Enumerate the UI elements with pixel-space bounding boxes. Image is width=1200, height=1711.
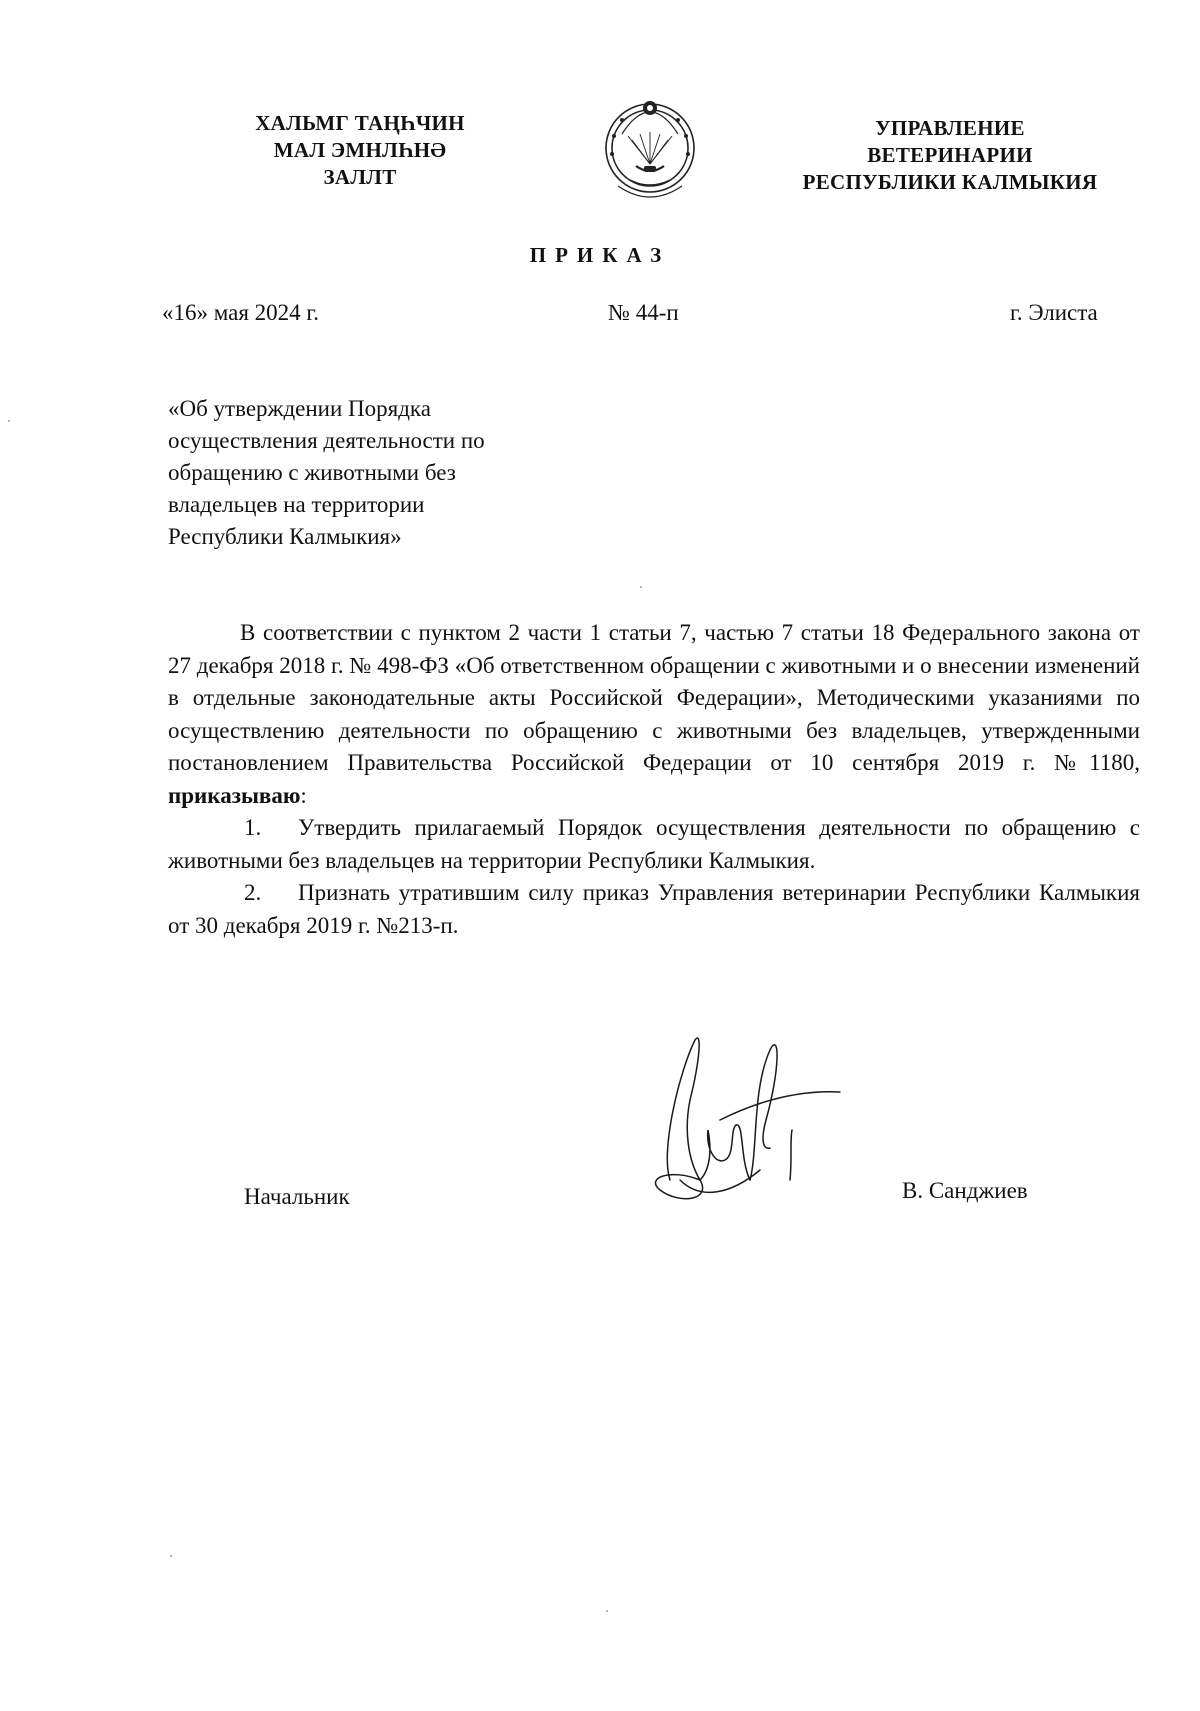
item-number: 2. [244, 880, 262, 905]
scan-speck [8, 420, 10, 422]
preamble-colon: : [300, 782, 307, 808]
scan-speck [606, 1610, 608, 1612]
scan-speck [640, 586, 642, 588]
preamble-directive: приказываю [168, 782, 301, 808]
preamble-text: В соответствии с пунктом 2 части 1 статьи 7, частью 7 статьи 18 Федерального закона от 27 декабря 2018 г. № 498-ФЗ «Об ответственном обращении с животными и о внесении изменений в отдельные законодательные акты Российской Федерации», Методическими указаниями по осуществлению деятельности по обращению с животными без владельцев, утвержденными постановлением Правительства Российской Федерации от 10 сентября 2019 г. №1180, [168, 620, 1140, 775]
item-number: 1. [244, 815, 262, 840]
subject-line: владельцев на территории [168, 492, 425, 517]
header-kalmyk-name [190, 110, 530, 191]
signatory-name: В. Санджиев [902, 1178, 1028, 1203]
preamble-paragraph [168, 617, 1140, 812]
order-date: «16» мая 2024 г. [162, 300, 320, 325]
item-text: Утвердить прилагаемый Порядок осуществления деятельности по обращению с животными без владельцев на территории Республики Калмыкия. [168, 815, 1140, 873]
signatory-position: Начальник [244, 1184, 350, 1209]
order-item [168, 812, 1140, 877]
order-subject [168, 393, 588, 553]
subject-line: осуществления деятельности по [168, 428, 485, 453]
kalmykia-coat-of-arms-icon [600, 90, 700, 208]
order-number: № 44-п [608, 300, 679, 325]
header-left-line: МАЛ ЭМНЛҺНӘ [273, 138, 447, 162]
header-left-line: ХАЛЬМГ ТАҢҺЧИН [255, 111, 465, 135]
header-russian-name [760, 115, 1140, 196]
order-body [168, 617, 1140, 942]
header-right-line: ВЕТЕРИНАРИИ [867, 143, 1033, 167]
header-right-line: УПРАВЛЕНИЕ [875, 116, 1025, 140]
subject-line: Республики Калмыкия» [168, 524, 402, 549]
header-right-line: РЕСПУБЛИКИ КАЛМЫКИЯ [802, 170, 1098, 194]
subject-line: обращению с животными без [168, 460, 456, 485]
subject-line: «Об утверждении Порядка [168, 396, 431, 421]
order-item [168, 877, 1140, 942]
document-title: ПРИКАЗ [529, 243, 671, 267]
scan-speck [170, 1555, 172, 1557]
item-text: Признать утратившим силу приказ Управления ветеринарии Республики Калмыкия от 30 декабря 2019 г. №213-п. [168, 880, 1140, 938]
header-left-line: ЗАЛЛТ [323, 165, 397, 189]
order-city: г. Элиста [1010, 300, 1098, 325]
handwritten-signature [640, 1030, 860, 1220]
